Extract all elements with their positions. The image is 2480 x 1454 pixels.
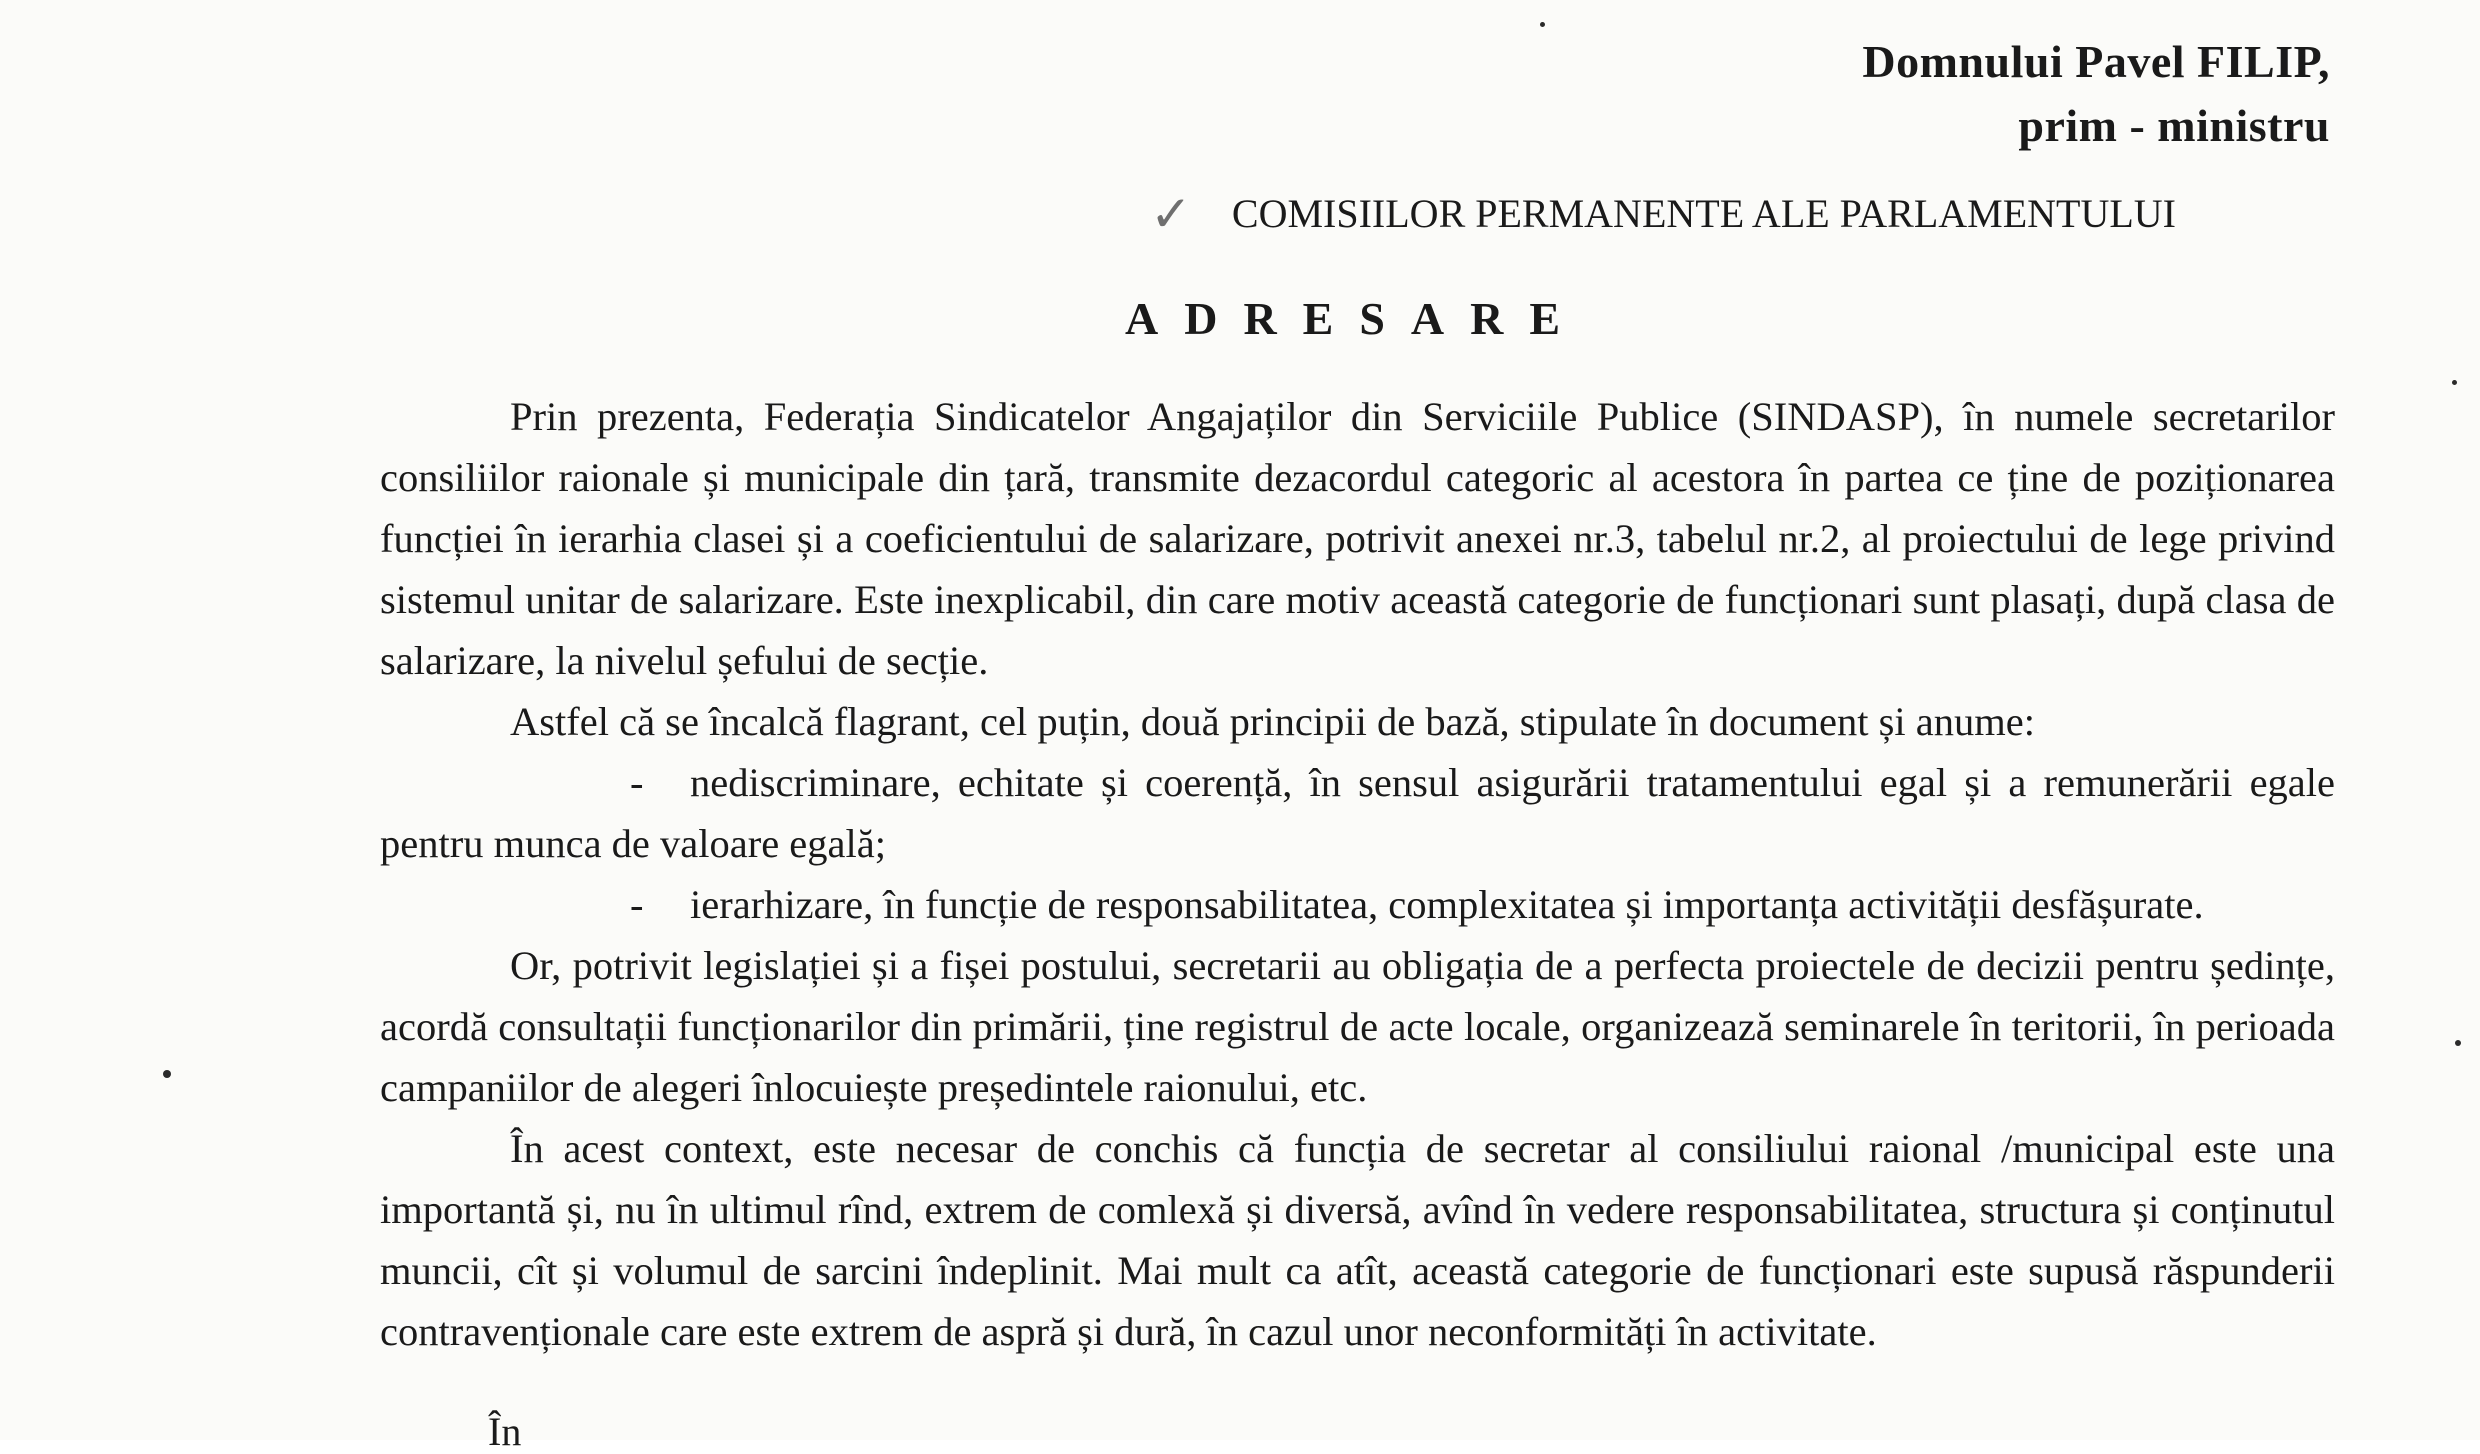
paragraph: Astfel că se încalcă flagrant, cel puțin, două principii de bază, stipulate în document și anume: <box>510 699 2035 744</box>
scan-speck <box>163 1070 171 1078</box>
list-item-text: nediscriminare, echitate și coerență, în sensul asigurării tratamentului egal și a remunerării egale pentru munca de valoare egală; <box>380 760 2335 866</box>
commission-text: COMISIILOR PERMANENTE ALE PARLAMENTULUI <box>1231 191 2176 236</box>
handwritten-check-icon: ✓ <box>1150 186 1192 242</box>
document-body <box>380 386 2335 1362</box>
addressee-block <box>1862 30 2330 158</box>
scan-speck <box>2455 1040 2461 1046</box>
addressee-name: Domnului Pavel FILIP, <box>1862 36 2330 87</box>
paragraph: În acest context, este necesar de conchis că funcția de secretar al consiliului raional /municipal este una importantă și, nu în ultimul rînd, extrem de comlexă și diversă, avînd în vedere responsabilitatea, structura și conținutul muncii, cît și volumul de sarcini îndeplinit. Mai mult ca atît, această categorie de funcționari este supusă răspunderii contravenționale care este extrem de aspră și dură, în cazul unor neconformități în activitate. <box>380 1126 2335 1354</box>
scan-speck <box>1540 22 1545 27</box>
list-marker: - <box>630 760 644 805</box>
list-item <box>380 874 2335 935</box>
paragraph: Or, potrivit legislației și a fișei postului, secretarii au obligația de a perfecta proiectele de decizii pentru ședințe, acordă consultații funcționarilor din primării, ține registrul de acte locale, organizează seminarele în teritorii, în perioada campaniilor de alegeri înlocuiește președintele raionului, etc. <box>380 943 2335 1110</box>
list-item <box>380 752 2335 874</box>
cutoff-paragraph-start: În <box>488 1409 522 1454</box>
addressee-position: prim - ministru <box>2018 100 2330 151</box>
commission-line <box>1150 182 2340 242</box>
list-item-text: ierarhizare, în funcție de responsabilitatea, complexitatea și importanța activității desfășurate. <box>690 882 2204 927</box>
paragraph: Prin prezenta, Federația Sindicatelor Angajaților din Serviciile Publice (SINDASP), în numele secretarilor consiliilor raionale și municipale din țară, transmite dezacordul categoric al acestora în partea ce ține de poziționarea funcției în ierarhia clasei și a coeficientului de salarizare, potrivit anexei nr.3, tabelul nr.2, al proiectului de lege privind sistemul unitar de salarizare. Este inexplicabil, din care motiv această categorie de funcționari sunt plasați, după clasa de salarizare, la nivelul șefului de secție. <box>380 394 2335 683</box>
document-title: ADRESARE <box>1125 293 1587 344</box>
scan-speck <box>2452 380 2457 385</box>
list-marker: - <box>630 882 644 927</box>
